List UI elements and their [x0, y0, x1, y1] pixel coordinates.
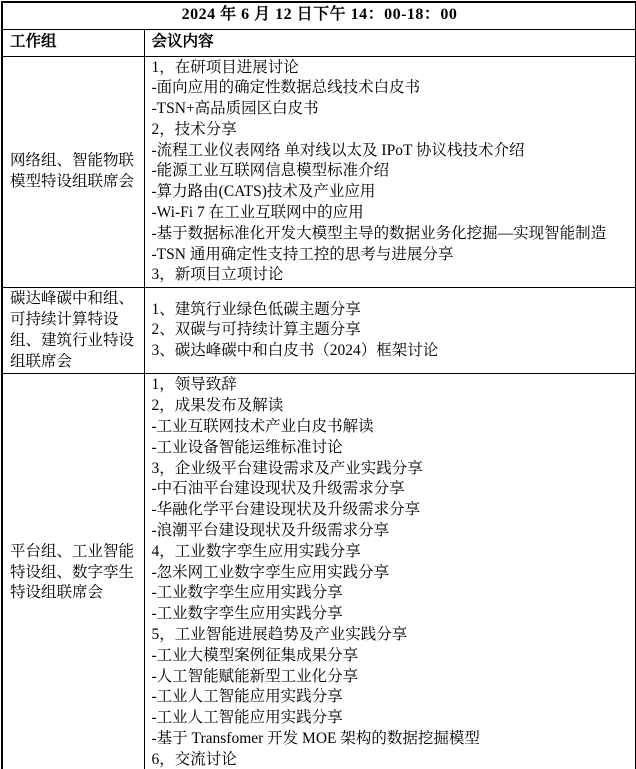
content-line: 3，新项目立项讨论	[151, 266, 284, 284]
content-line: 4，工业数字孪生应用实践分享	[151, 542, 361, 560]
content-line: 3、碳达峰碳中和白皮书（2024）框架讨论	[151, 342, 439, 360]
column-header-row	[2, 29, 636, 56]
content-line: -工业数字孪生应用实践分享	[151, 584, 343, 602]
column-header-content: 会议内容	[144, 29, 636, 56]
content-line: -工业互联网技术产业白皮书解读	[151, 418, 374, 436]
content-line: -中石油平台建设现状及升级需求分享	[151, 480, 405, 498]
column-header-group: 工作组	[2, 29, 144, 56]
schedule-table	[1, 1, 636, 769]
content-line: 5，工业智能进展趋势及产业实践分享	[151, 626, 408, 644]
content-line: 6，交流讨论	[151, 750, 237, 768]
meeting-content-cell	[144, 56, 636, 288]
content-line: -能源工业互联网信息模型标准介绍	[151, 162, 390, 180]
workgroup-cell: 碳达峰碳中和组、可持续计算特设组、建筑行业特设组联席会	[2, 288, 144, 374]
content-line: -TSN 通用确定性支持工控的思考与进展分享	[151, 245, 454, 263]
content-line: 2、双碳与可持续计算主题分享	[151, 321, 361, 339]
content-line: -工业人工智能应用实践分享	[151, 688, 343, 706]
content-line: 1，在研项目进展讨论	[151, 58, 299, 76]
meeting-content-cell	[144, 288, 636, 374]
content-line: -工业人工智能应用实践分享	[151, 709, 343, 727]
content-line: -华融化学平台建设现状及升级需求分享	[151, 501, 421, 519]
content-line: 3，企业级平台建设需求及产业实践分享	[151, 459, 423, 477]
content-line: -基于 Transfomer 开发 MOE 架构的数据挖掘模型	[151, 730, 480, 747]
title-row	[2, 2, 636, 29]
workgroup-cell: 平台组、工业智能特设组、数字孪生特设组联席会	[2, 374, 144, 769]
content-line: -人工智能赋能新型工业化分享	[151, 667, 359, 685]
content-line: 2，技术分享	[151, 120, 237, 138]
content-line: 1，领导致辞	[151, 376, 237, 394]
table-row	[2, 288, 636, 374]
table-row	[2, 56, 636, 288]
content-line: -面向应用的确定性数据总线技术白皮书	[151, 79, 421, 97]
content-line: 1、建筑行业绿色低碳主题分享	[151, 300, 361, 318]
content-line: 2，成果发布及解读	[151, 397, 284, 415]
table-row	[2, 374, 636, 769]
content-line: -Wi-Fi 7 在工业互联网中的应用	[151, 204, 364, 222]
content-line: -工业设备智能运维标准讨论	[151, 438, 343, 456]
content-line: -算力路由(CATS)技术及产业应用	[151, 183, 376, 201]
content-line: -工业数字孪生应用实践分享	[151, 605, 343, 623]
content-line: -忽米网工业数字孪生应用实践分享	[151, 563, 390, 581]
content-line: -基于数据标准化开发大模型主导的数据业务化挖掘—实现智能制造	[151, 224, 607, 242]
content-line: -浪潮平台建设现状及升级需求分享	[151, 522, 390, 540]
content-line: -流程工业仪表网络 单对线以太及 IPoT 协议栈技术介绍	[151, 141, 525, 159]
content-line: -工业大模型案例征集成果分享	[151, 646, 359, 664]
content-line: -TSN+高品质园区白皮书	[151, 100, 319, 118]
meeting-content-cell	[144, 374, 636, 769]
table-title: 2024 年 6 月 12 日下午 14：00-18：00	[2, 2, 636, 29]
workgroup-cell: 网络组、智能物联模型特设组联席会	[2, 56, 144, 288]
